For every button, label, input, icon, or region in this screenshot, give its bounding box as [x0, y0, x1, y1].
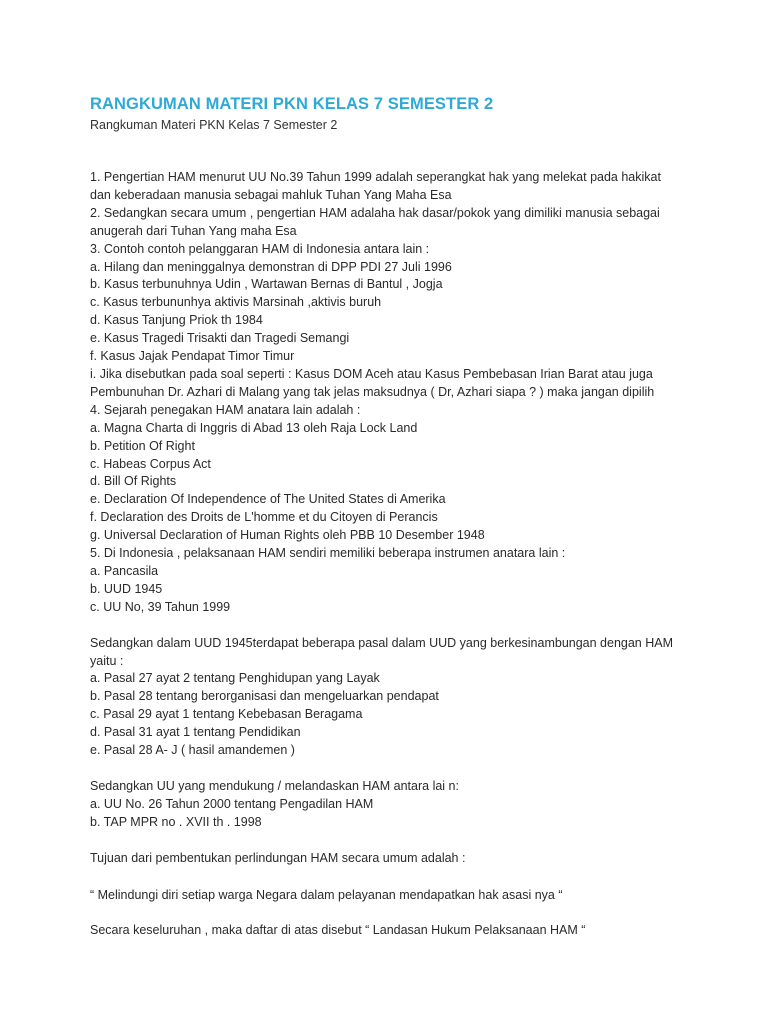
paragraph-line: c. UU No, 39 Tahun 1999 — [90, 599, 231, 614]
document-content — [90, 93, 690, 940]
paragraph-line: f. Kasus Jajak Pendapat Timor Timur — [90, 349, 295, 364]
paragraph-line: 2. Sedangkan secara umum , pengertian HAM adalaha hak dasar/pokok yang dimiliki manusia sebagai — [90, 205, 660, 220]
paragraph-line: a. UU No. 26 Tahun 2000 tentang Pengadilan HAM — [90, 796, 374, 811]
paragraph-line: f. Declaration des Droits de L'homme et du Citoyen di Perancis — [90, 510, 438, 525]
paragraph-line: 1. Pengertian HAM menurut UU No.39 Tahun 1999 adalah seperangkat hak yang melekat pada hakikat — [90, 170, 661, 184]
spacer — [90, 904, 690, 922]
paragraph-line: a. Hilang dan meninggalnya demonstran di DPP PDI 27 Juli 1996 — [90, 259, 452, 274]
paragraph-line: Sedangkan UU yang mendukung / melandaskan HAM antara lai n: — [90, 779, 459, 793]
quote-line: “ Melindungi diri setiap warga Negara dalam pelayanan mendapatkan hak asasi nya “ — [90, 887, 563, 902]
paragraph-line: d. Pasal 31 ayat 1 tentang Pendidikan — [90, 725, 301, 740]
paragraph-line: d. Bill Of Rights — [90, 474, 177, 489]
paragraph-line: anugerah dari Tuhan Yang maha Esa — [90, 223, 297, 238]
spacer — [90, 760, 690, 778]
paragraph-line: Tujuan dari pembentukan perlindungan HAM secara umum adalah : — [90, 850, 466, 865]
paragraph-line: d. Kasus Tanjung Priok th 1984 — [90, 313, 263, 328]
paragraph-line: Secara keseluruhan , maka daftar di atas disebut “ Landasan Hukum Pelaksanaan HAM “ — [90, 922, 586, 937]
paragraph-line: i. Jika disebutkan pada soal seperti : Kasus DOM Aceh atau Kasus Pembebasan Irian Barat atau juga — [90, 366, 653, 381]
paragraph-line: b. UUD 1945 — [90, 581, 163, 596]
paragraph-line: a. Magna Charta di Inggris di Abad 13 oleh Raja Lock Land — [90, 420, 418, 435]
paragraph-line: dan keberadaan manusia sebagai mahluk Tuhan Yang Maha Esa — [90, 187, 452, 202]
paragraph-line: a. Pancasila — [90, 563, 159, 578]
paragraph-line: b. Petition Of Right — [90, 438, 195, 453]
paragraph-line: e. Declaration Of Independence of The United States di Amerika — [90, 492, 446, 507]
section-ham-definitions — [90, 169, 690, 617]
paragraph-line: Sedangkan dalam UUD 1945terdapat beberapa pasal dalam UUD yang berkesinambungan dengan HAM — [90, 635, 674, 650]
section-tujuan — [90, 850, 690, 868]
paragraph-line: e. Pasal 28 A- J ( hasil amandemen ) — [90, 743, 295, 758]
paragraph-line: e. Kasus Tragedi Trisakti dan Tragedi Semangi — [90, 331, 350, 346]
paragraph-line: 4. Sejarah penegakan HAM anatara lain adalah : — [90, 402, 361, 417]
paragraph-line: yaitu : — [90, 653, 124, 668]
paragraph-line: 3. Contoh contoh pelanggaran HAM di Indonesia antara lain : — [90, 241, 430, 256]
paragraph-line: c. Habeas Corpus Act — [90, 456, 211, 471]
page-title: RANGKUMAN MATERI PKN KELAS 7 SEMESTER 2 — [90, 95, 494, 113]
spacer — [90, 832, 690, 850]
paragraph-line: Pembunuhan Dr. Azhari di Malang yang tak jelas maksudnya ( Dr, Azhari siapa ? ) maka jangan dipilih — [90, 384, 655, 399]
paragraph-line: b. TAP MPR no . XVII th . 1998 — [90, 814, 262, 829]
paragraph-line: b. Pasal 28 tentang berorganisasi dan mengeluarkan pendapat — [90, 689, 439, 704]
paragraph-line: b. Kasus terbunuhnya Udin , Wartawan Bernas di Bantul , Jogja — [90, 277, 443, 292]
paragraph-line: c. Pasal 29 ayat 1 tentang Kebebasan Beragama — [90, 707, 363, 722]
paragraph-line: 5. Di Indonesia , pelaksanaan HAM sendiri memiliki beberapa instrumen anatara lain : — [90, 546, 566, 561]
paragraph-line: g. Universal Declaration of Human Rights oleh PBB 10 Desember 1948 — [90, 528, 485, 543]
paragraph-line: a. Pasal 27 ayat 2 tentang Penghidupan yang Layak — [90, 671, 380, 686]
spacer — [90, 617, 690, 635]
section-quote — [90, 886, 690, 904]
paragraph-line: c. Kasus terbununhya aktivis Marsinah ,aktivis buruh — [90, 295, 382, 310]
spacer — [90, 134, 690, 169]
section-uu-pendukung — [90, 778, 690, 832]
spacer — [90, 868, 690, 886]
section-kesimpulan — [90, 922, 690, 940]
section-uud-pasal — [90, 635, 690, 760]
page-subtitle: Rangkuman Materi PKN Kelas 7 Semester 2 — [90, 118, 338, 132]
